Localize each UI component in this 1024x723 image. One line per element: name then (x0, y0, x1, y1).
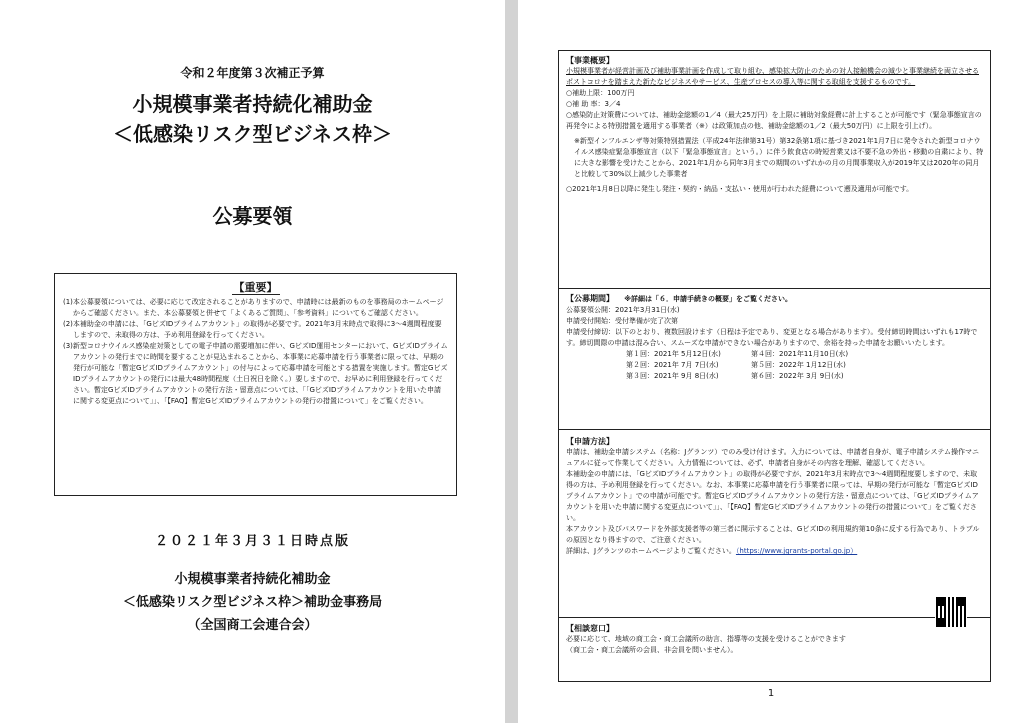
method-paragraph-2: 本補助金の申請には、「GビズIDプライムアカウント」の取得が必要ですが、2021年3月末時点で3～4週間程度要しますので、未取得の方は、予め利用登録を行ってください。なお、本事業に応募申請を行う事業者に限っては、早期の発行が可能な「暫定GビズIDプライムアカウント」での申請が可能です。暫定GビズIDプライムアカウントの発行方法・留意点については、「GビズIDプライムアカウントを用いた申請に関する変更点について」」、「【FAQ】暫定GビズIDプライムアカウントの発行の措置について」をご覧ください。 (566, 470, 979, 522)
section-divider (558, 617, 991, 618)
fiscal-label: 令和２年度第３次補正予算 (180, 66, 325, 80)
method-heading: 【申請方法】 (566, 437, 614, 446)
jgrants-link[interactable]: （https://www.jgrants-portal.go.jp） (735, 547, 858, 555)
deadline-schedule (626, 349, 984, 382)
consultation-heading: 【相談窓口】 (566, 624, 614, 633)
office-line-2: ＜低感染リスク型ビジネス枠＞補助金事務局 (122, 595, 383, 610)
consultation-text-1: 必要に応じて、地域の商工会・商工会議所の助言、指導等の支援を受けることができます (566, 635, 846, 643)
main-title: 小規模事業者持続化補助金 (132, 92, 373, 116)
important-heading: 【重要】 (233, 281, 278, 294)
round-5: 第５回：2022年 1月12日(水) (751, 361, 846, 369)
consultation-text-2: （商工会・商工会議所の会員、非会員を問いません）。 (566, 646, 738, 654)
application-method-section (566, 436, 984, 557)
consultation-section (566, 623, 984, 656)
left-page (0, 0, 505, 723)
main-subtitle: ＜低感染リスク型ビジネス枠＞ (113, 122, 392, 146)
section-divider (558, 429, 991, 430)
subsidy-rate: ○補 助 率：3／4 (566, 100, 621, 108)
document-title: 公募要領 (212, 204, 293, 228)
prevention-cost: ○感染防止対策費については、補助金総額の1／4（最大25万円）を上限に補助対象経費に計上することが可能です（緊急事態宣言の再発令による特別措置を適用する事業者（※）は政策加点の他、補助金総額の1／2（最大50万円）に上限を引上げ）。 (566, 111, 982, 130)
round-6: 第６回：2022年 3月 9日(水) (751, 372, 844, 380)
application-period-section (566, 293, 984, 382)
period-heading: 【公募期間】 (566, 294, 614, 303)
summary-body: 小規模事業者が経営計画及び補助事業計画を作成して取り組む、感染拡大防止のための対人接触機会の減少と事業継続を両立させるポストコロナを踏まえた新たなビジネスやサービス、生産プロセスの導入等に関する取組を支援するものです。 (566, 67, 979, 86)
important-notice-box (54, 273, 457, 496)
method-paragraph-4: 詳細は、Jグランツのホームページよりご覧ください。 (566, 547, 736, 555)
round-4: 第４回：2021年11月10日(水) (751, 350, 849, 358)
business-summary-section (566, 55, 984, 195)
round-1: 第１回：2021年 5月12日(水) (626, 350, 721, 358)
office-line-1: 小規模事業者持続化補助金 (174, 572, 331, 587)
deadline-text: 申請受付締切：以下のとおり、複数回設けます（日程は予定であり、変更となる場合があります）。受付締切時間はいずれも17時です。締切間際の申請は混み合い、スムーズな申請ができない場合がありますので、余裕を持った申請をお願いいたします。 (566, 328, 978, 347)
expense-note: ○2021年1月8日以降に発生し発注・契約・納品・支払い・使用が行われた経費について遡及適用が可能です。 (566, 185, 914, 193)
important-item-1: (1)本公募要領については、必要に応じて改定されることがありますので、申請時には最新のものを事務局のホームページからご確認ください。また、本公募要領と併せて「よくあるご質問」、「参考資料」についてもご確認ください。 (63, 298, 444, 317)
important-item-3: (3)新型コロナウイルス感染症対策としての電子申請の需要増加に伴い、GビズID運用センターにおいて、GビズIDプライムアカウントの発行までに時間を要することが見込まれることから、本事業に応募申請を行う事業者に限っては、早期の発行が可能な「暫定GビズIDプライムアカウント」の付与によって応募申請を可能とする措置を実施します。暫定GビズIDプライムアカウントの発行には最大48時間程度（土日祝日を除く。）要しますので、お早めに利用登録を行ってください。暫定GビズIDプライムアカウントの発行方法・留意点については、「「GビズIDプライムアカウントを用いた申請に関する変更点について」」、「【FAQ】暫定GビズIDプライムアカウントの発行の措置について」をご覧ください。 (63, 342, 448, 405)
section-divider (558, 288, 991, 289)
subsidy-limit: ○補助上限：100万円 (566, 89, 635, 97)
round-2: 第２回：2021年 7月 7日(水) (626, 361, 719, 369)
right-page (518, 0, 1024, 723)
version-date: ２０２１年３月３１日時点版 (154, 534, 350, 549)
accept-start: 申請受付開始：受付準備が完了次第 (566, 317, 678, 325)
emergency-note: ※新型インフルエンザ等対策特別措置法（平成24年法律第31号）第32条第1項に基づき2021年1月7日に発令された新型コロナウイルス感染症緊急事態宣言（以下「緊急事態宣言」という。）に伴う飲食店の時短営業又は不要不急の外出・移動の自粛により、特に大きな影響を受けたことから、2021年1月から同年3月までの期間のいずれかの月の月間事業収入が2019年又は2020年の同月と比較して30%以上減少した事業者 (574, 137, 984, 178)
period-heading-note: ※詳細は「６．申請手続きの概要」をご覧ください。 (624, 295, 793, 303)
office-line-3: （全国商工会連合会） (187, 618, 318, 633)
summary-heading: 【事業概要】 (566, 56, 614, 65)
important-item-2: (2)本補助金の申請には、「GビズIDプライムアカウント」の取得が必要です。2021年3月末時点で取得に3～4週間程度要しますので、未取得の方は、予め利用登録を行ってください。 (63, 320, 442, 339)
method-paragraph-3: 本アカウント及びパスワードを外部支援者等の第三者に開示することは、GビズIDの利用規約第10条に反する行為であり、トラブルの原因となり得ますので、ご注意ください。 (566, 525, 980, 544)
round-3: 第３回：2021年 9月 8日(水) (626, 372, 719, 380)
publish-date: 公募要領公開：2021年3月31日(水) (566, 306, 680, 314)
page-number: 1 (767, 688, 775, 699)
method-paragraph-1: 申請は、補助金申請システム（名称：Jグランツ）でのみ受け付けます。入力については、申請者自身が、電子申請システム操作マニュアルに従って作業してください。入力情報については、必ず、申請者自身がその内容を理解、確認してください。 (566, 448, 979, 467)
